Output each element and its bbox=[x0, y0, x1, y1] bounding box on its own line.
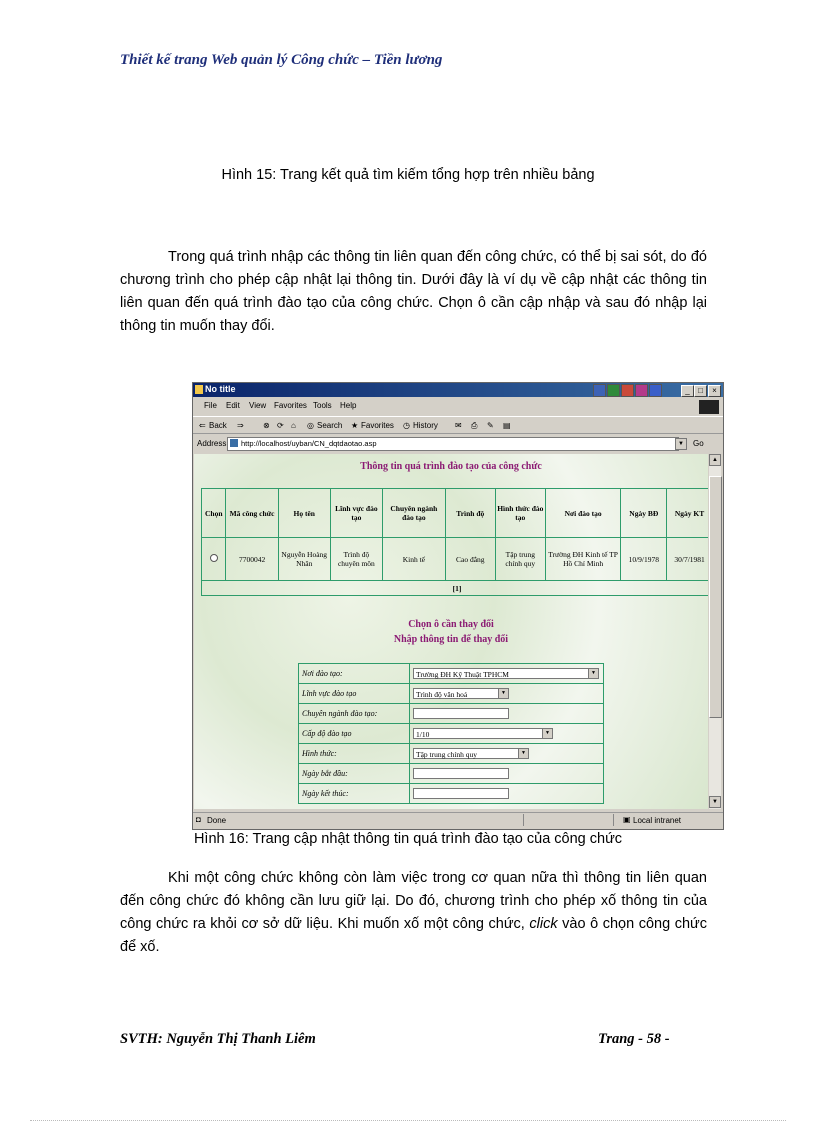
address-value: http://localhost/uyban/CN_dqtdaotao.asp bbox=[241, 439, 377, 448]
forward-icon[interactable]: ⇒ bbox=[237, 421, 244, 430]
intranet-icon: ▣ bbox=[623, 815, 631, 824]
hinhthuc-cell bbox=[410, 744, 604, 764]
update-form bbox=[298, 663, 604, 804]
paragraph-text bbox=[120, 867, 707, 959]
paragraph-text-after: vào ô chọn công chức để xố. bbox=[120, 916, 707, 955]
scroll-up-icon[interactable]: ▲ bbox=[709, 454, 721, 466]
page-content bbox=[194, 454, 708, 809]
figure-15-caption: Hình 15: Trang kết quả tìm kiếm tổng hợp trên nhiều bảng bbox=[221, 167, 595, 183]
menu-file[interactable]: File bbox=[204, 401, 217, 410]
dropdown-arrow-icon: ▼ bbox=[588, 669, 598, 678]
ketthuc-cell bbox=[410, 784, 604, 804]
input-info-heading: Nhập thông tin để thay đổi bbox=[393, 634, 509, 645]
scroll-thumb[interactable] bbox=[709, 476, 722, 718]
pager-row bbox=[202, 581, 709, 596]
capdo-label: Cấp độ đào tạo bbox=[299, 724, 410, 744]
address-label: Address bbox=[197, 439, 227, 448]
window-title: No title bbox=[205, 384, 236, 394]
col-noidaotao: Nơi đào tạo bbox=[545, 489, 621, 538]
form-row-noi bbox=[299, 664, 604, 684]
ketthuc-input[interactable] bbox=[413, 788, 509, 799]
address-input[interactable] bbox=[227, 437, 679, 451]
noi-cell bbox=[410, 664, 604, 684]
maximize-button[interactable]: □ bbox=[694, 385, 707, 397]
pager-link[interactable]: [1] bbox=[202, 581, 709, 596]
status-done: Done bbox=[207, 816, 227, 825]
chuyennganh-cell bbox=[410, 704, 604, 724]
linhvuc-value: Trình độ văn hoá bbox=[416, 690, 468, 699]
capdo-value: 1/10 bbox=[416, 730, 430, 739]
cell-chuyennganh: Kinh tế bbox=[382, 538, 445, 581]
capdo-cell bbox=[410, 724, 604, 744]
browser-window bbox=[192, 382, 724, 830]
choose-cell-heading: Chọn ô cần thay đổi bbox=[408, 619, 494, 630]
menu-edit[interactable]: Edit bbox=[226, 401, 240, 410]
form-row-hinhthuc bbox=[299, 744, 604, 764]
form-row-linhvuc bbox=[299, 684, 604, 704]
address-bar bbox=[193, 435, 723, 451]
batdau-cell bbox=[410, 764, 604, 784]
running-header: Thiết kế trang Web quản lý Công chức – Tiền lương bbox=[120, 52, 443, 68]
cell-trinhdo: Cao đẳng bbox=[445, 538, 495, 581]
form-row-chuyennganh bbox=[299, 704, 604, 724]
footer-page-number: Trang - 58 - bbox=[598, 1031, 670, 1047]
cell-ngaykt: 30/7/1981 bbox=[667, 538, 708, 581]
dropdown-arrow-icon: ▼ bbox=[518, 749, 528, 758]
select-radio[interactable] bbox=[210, 554, 218, 562]
cell-hoten: Nguyễn Hoàng Nhân bbox=[278, 538, 330, 581]
paragraph-text-before: Khi một công chức không còn làm việc trong cơ quan nữa thì thông tin liên quan đến công chức đó không cần lưu giữ lại. Do đó, chương trình cho phép xố thông tin của công chức ra khỏi cơ sở dữ liệu. Khi muốn xố một công chức, bbox=[120, 870, 707, 932]
taskbar-outlook-icon[interactable] bbox=[649, 384, 662, 397]
col-linhvuc: Lĩnh vực đào tạo bbox=[330, 489, 382, 538]
col-hoten: Họ tên bbox=[278, 489, 330, 538]
ketthuc-label: Ngày kết thúc: bbox=[299, 784, 410, 804]
ie-page-icon bbox=[195, 385, 203, 394]
taskbar-access-icon[interactable] bbox=[635, 384, 648, 397]
menu-help[interactable]: Help bbox=[340, 401, 357, 410]
menu-favorites[interactable]: Favorites bbox=[274, 401, 307, 410]
taskbar-powerpoint-icon[interactable] bbox=[621, 384, 634, 397]
favorites-button[interactable]: Favorites bbox=[361, 421, 394, 430]
done-icon: ◘ bbox=[196, 815, 201, 824]
refresh-icon[interactable]: ⟳ bbox=[277, 421, 284, 430]
favorites-icon: ★ bbox=[351, 421, 359, 430]
status-separator bbox=[613, 814, 614, 826]
scroll-down-icon[interactable]: ▼ bbox=[709, 796, 721, 808]
hinhthuc-value: Tập trung chính quy bbox=[416, 750, 478, 759]
cell-noidaotao: Trường ĐH Kinh tế TP Hồ Chí Minh bbox=[545, 538, 621, 581]
dropdown-arrow-icon: ▼ bbox=[498, 689, 508, 698]
menu-bar bbox=[193, 399, 723, 413]
menu-view[interactable]: View bbox=[249, 401, 267, 410]
col-ngaybd: Ngày BĐ bbox=[621, 489, 667, 538]
status-separator bbox=[523, 814, 524, 826]
click-word: click bbox=[529, 916, 558, 932]
batdau-label: Ngày bắt đầu: bbox=[299, 764, 410, 784]
status-zone: Local intranet bbox=[633, 816, 682, 825]
go-button[interactable]: Go bbox=[693, 439, 704, 448]
linhvuc-cell bbox=[410, 684, 604, 704]
paragraph-update-intro bbox=[120, 246, 707, 338]
vertical-scrollbar[interactable] bbox=[709, 454, 721, 809]
windows-logo-icon bbox=[699, 400, 719, 414]
col-trinhdo: Trình độ bbox=[445, 489, 495, 538]
footer-author: SVTH: Nguyễn Thị Thanh Liêm bbox=[120, 1031, 316, 1047]
history-icon: ◷ bbox=[403, 421, 410, 430]
search-icon: ◎ bbox=[307, 421, 314, 430]
capdo-select[interactable] bbox=[413, 728, 553, 739]
search-button[interactable]: Search bbox=[317, 421, 343, 430]
home-icon[interactable]: ⌂ bbox=[291, 421, 296, 430]
minimize-button[interactable]: _ bbox=[681, 385, 694, 397]
table-row bbox=[202, 538, 709, 581]
chuyennganh-label: Chuyên ngành đào tạo: bbox=[299, 704, 410, 724]
linhvuc-select[interactable] bbox=[413, 688, 509, 699]
history-button[interactable]: History bbox=[413, 421, 438, 430]
edit-icon[interactable]: ✎ bbox=[487, 421, 494, 430]
cell-linhvuc: Trình độ chuyên môn bbox=[330, 538, 382, 581]
back-icon: ⇐ bbox=[199, 421, 206, 430]
menu-tools[interactable]: Tools bbox=[313, 401, 332, 410]
chuyennganh-input[interactable] bbox=[413, 708, 509, 719]
noi-value: Trường ĐH Kỹ Thuật TPHCM bbox=[416, 670, 509, 679]
col-ma: Mã công chức bbox=[226, 489, 278, 538]
status-bar bbox=[193, 812, 723, 828]
batdau-input[interactable] bbox=[413, 768, 509, 779]
form-row-batdau bbox=[299, 764, 604, 784]
address-dropdown-icon[interactable]: ▼ bbox=[675, 438, 687, 450]
col-ngaykt: Ngày KT bbox=[667, 489, 708, 538]
back-button[interactable]: Back bbox=[209, 421, 227, 430]
col-chuyennganh: Chuyên ngành đào tạo bbox=[382, 489, 445, 538]
paragraph-delete-intro bbox=[120, 867, 707, 959]
noi-select[interactable] bbox=[413, 668, 599, 679]
print-icon[interactable]: ⎙ bbox=[471, 421, 478, 430]
linhvuc-label: Lĩnh vực đào tạo bbox=[299, 684, 410, 704]
figure-16-caption: Hình 16: Trang cập nhật thông tin quá trình đào tạo của công chức bbox=[193, 831, 623, 847]
form-row-ketthuc bbox=[299, 784, 604, 804]
col-hinhthuc: Hình thức đào tạo bbox=[495, 489, 545, 538]
discuss-icon[interactable]: ▤ bbox=[503, 421, 511, 430]
mail-icon[interactable]: ✉ bbox=[455, 421, 462, 430]
stop-icon[interactable]: ⊗ bbox=[263, 421, 270, 430]
taskbar-word-icon[interactable] bbox=[593, 384, 606, 397]
page-title: Thông tin quá trình đào tạo của công chức bbox=[360, 461, 542, 472]
cell-ma: 7700042 bbox=[226, 538, 278, 581]
bottom-rule bbox=[30, 1120, 786, 1121]
hinhthuc-select[interactable] bbox=[413, 748, 529, 759]
paragraph-text: Trong quá trình nhập các thông tin liên quan đến công chức, có thể bị sai sót, do đó chương trình cho phép cập nhật lại thông tin. Dưới đây là ví dụ về cập nhật các thông tin liên quan đến quá trình đào tạo của công chức. Chọn ô cần cập nhập và sau đó nhập lại thông tin muốn thay đổi. bbox=[120, 249, 707, 334]
select-radio-cell bbox=[202, 538, 226, 581]
form-row-capdo bbox=[299, 724, 604, 744]
hinhthuc-label: Hình thức: bbox=[299, 744, 410, 764]
col-chon: Chọn bbox=[202, 489, 226, 538]
noi-label: Nơi đào tạo: bbox=[299, 664, 410, 684]
toolbar bbox=[193, 416, 723, 434]
cell-hinhthuc: Tập trung chính quy bbox=[495, 538, 545, 581]
taskbar-excel-icon[interactable] bbox=[607, 384, 620, 397]
page-icon bbox=[230, 439, 238, 447]
close-button[interactable]: × bbox=[708, 385, 721, 397]
table-header-row bbox=[202, 489, 709, 538]
results-table bbox=[201, 488, 708, 596]
cell-ngaybd: 10/9/1978 bbox=[621, 538, 667, 581]
dropdown-arrow-icon: ▼ bbox=[542, 729, 552, 738]
title-bar bbox=[193, 383, 723, 397]
